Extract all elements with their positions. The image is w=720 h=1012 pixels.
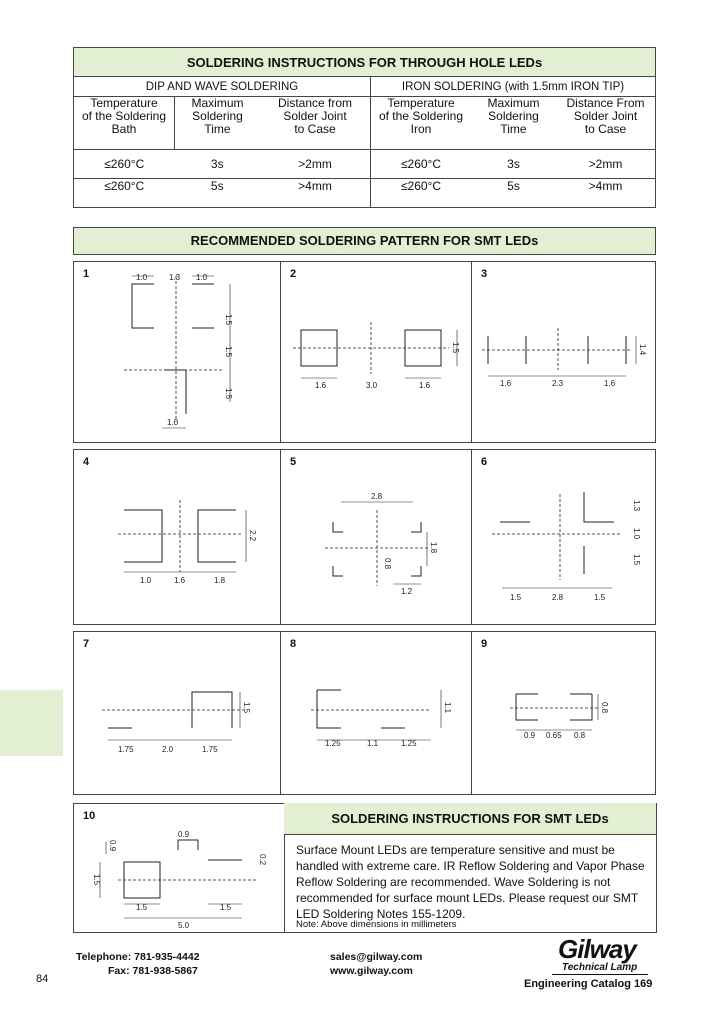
brand-logo: Gilway [558,934,636,964]
dim-label: 0.9 [108,840,117,852]
dim-label: 1.6 [174,576,186,585]
pattern-number: 2 [290,268,297,280]
web-link[interactable]: www.gilway.com [330,965,413,977]
pattern-number: 3 [481,268,488,280]
thru-hole-title: SOLDERING INSTRUCTIONS FOR THROUGH HOLE LEDs [74,48,656,77]
dim-label: 1.5 [510,593,522,602]
dim-label: 1.5 [224,346,233,358]
dim-label: 2.8 [552,593,564,602]
dip-header-time: Maximum Soldering Time [175,97,261,150]
dim-label: 1.1 [367,739,379,748]
pattern-cell-7 [73,631,281,795]
dim-label: 1.4 [638,344,647,356]
pattern-number: 6 [481,456,488,468]
table-cell: >2mm [556,150,656,179]
table-cell: 3s [175,150,261,179]
dim-label: 1.5 [136,903,148,912]
dim-label: 1.75 [202,745,218,754]
dim-label: 1.5 [224,388,233,400]
dim-label: 1.5 [632,554,641,566]
dim-label: 0.2 [258,854,267,866]
pattern-number: 8 [290,638,297,650]
dim-label: 1.5 [92,874,101,886]
email-link[interactable]: sales@gilway.com [330,951,423,963]
pattern-drawing [74,262,282,444]
dim-label: 1.5 [594,593,606,602]
catalog-label: Engineering Catalog 169 [524,978,653,990]
dim-label: 1.5 [451,342,460,354]
dim-label: 1.75 [118,745,134,754]
table-cell: ≤260°C [74,179,175,208]
pattern-cell-8 [280,631,472,795]
iron-header-time: Maximum Soldering Time [471,97,556,150]
dim-label: 1.3 [169,273,181,282]
pattern-number: 1 [83,268,90,280]
pattern-number: 4 [83,456,90,468]
pattern-cell-5 [280,449,472,625]
table-cell: 3s [471,150,556,179]
iron-header-dist: Distance From Solder Joint to Case [556,97,656,150]
pattern-drawing [74,632,282,796]
pattern-number: 9 [481,638,488,650]
dim-label: 3.0 [366,381,378,390]
dim-label: 1.6 [419,381,431,390]
table-cell: 5s [471,179,556,208]
dim-label: 2.0 [162,745,174,754]
table-cell: ≤260°C [74,150,175,179]
pattern-number: 7 [83,638,90,650]
dim-label: 1.5 [224,314,233,326]
smt-instructions-note: Note: Above dimensions in millimeters [296,919,457,930]
table-cell: >2mm [260,150,371,179]
dim-label: 1.5 [242,702,251,714]
dim-label: 1.0 [136,273,148,282]
pattern-drawing [472,632,657,796]
dim-label: 1.8 [214,576,226,585]
dim-label: 1.0 [140,576,152,585]
dim-label: 0.8 [383,558,392,570]
smt-instructions-body: Surface Mount LEDs are temperature sensitive and must be handled with extreme care. IR Reflow Soldering and Vapor Phase Reflow Soldering are recommended. Wave Soldering is not recommended for surface mount LEDs. Please request our SMT LED Soldering Notes 155-1209. [296,843,645,921]
dim-label: 1.5 [220,903,232,912]
fax: Fax: 781-938-5867 [108,965,198,977]
dip-title: DIP AND WAVE SOLDERING [74,77,371,97]
dim-label: 0.65 [546,731,562,740]
dim-label: 1.25 [401,739,417,748]
page-number: 84 [36,973,49,985]
dim-label: 1.25 [325,739,341,748]
pattern-number: 10 [83,810,96,822]
dim-label: 1.6 [500,379,512,388]
brand-rule [552,974,648,975]
table-cell: 5s [175,179,261,208]
dim-label: 0.8 [574,731,586,740]
dim-label: 2.2 [248,530,257,542]
thru-hole-table [73,47,656,208]
pattern-drawing [281,450,473,626]
table-cell: >4mm [260,179,371,208]
table-cell: ≤260°C [371,150,472,179]
pattern-drawing [472,262,657,444]
pattern-drawing [74,804,286,932]
dim-label: 2.8 [371,492,383,501]
dim-label: 1.0 [167,418,179,427]
pattern-cell-4 [73,449,281,625]
dim-label: 1.0 [196,273,208,282]
dim-label: 1.8 [429,542,438,554]
brand-subtitle: Technical Lamp [562,962,638,973]
pattern-cell-2 [280,261,472,443]
dim-label: 1.0 [632,528,641,540]
dim-label: 1.2 [401,587,413,596]
dim-label: 1.6 [315,381,327,390]
pattern-drawing [74,450,282,626]
iron-title: IRON SOLDERING (with 1.5mm IRON TIP) [371,77,656,97]
dim-label: 1.1 [443,702,452,714]
table-cell: >4mm [556,179,656,208]
iron-header-temp: Temperature of the Soldering Iron [371,97,472,150]
dim-label: 5.0 [178,921,190,930]
smt-pattern-title: RECOMMENDED SOLDERING PATTERN FOR SMT LEDs [73,227,656,255]
side-tab [0,690,63,756]
dim-label: 0.9 [524,731,536,740]
dim-label: 0.8 [600,702,609,714]
pattern-drawing [281,632,473,796]
pattern-number: 5 [290,456,297,468]
phone: Telephone: 781-935-4442 [76,951,200,963]
dip-header-dist: Distance from Solder Joint to Case [260,97,371,150]
dim-label: 0.9 [178,830,190,839]
dip-header-temp: Temperature of the Soldering Bath [74,97,175,150]
dim-label: 1.6 [604,379,616,388]
table-cell: ≤260°C [371,179,472,208]
pattern-drawing [281,262,473,444]
smt-instructions-title: SOLDERING INSTRUCTIONS FOR SMT LEDs [284,803,656,835]
pattern-cell-6 [471,449,656,625]
pattern-drawing [472,450,657,626]
pattern-cell-1 [73,261,281,443]
pattern-cell-3 [471,261,656,443]
dim-label: 2.3 [552,379,564,388]
dim-label: 1.3 [632,500,641,512]
pattern-cell-9 [471,631,656,795]
